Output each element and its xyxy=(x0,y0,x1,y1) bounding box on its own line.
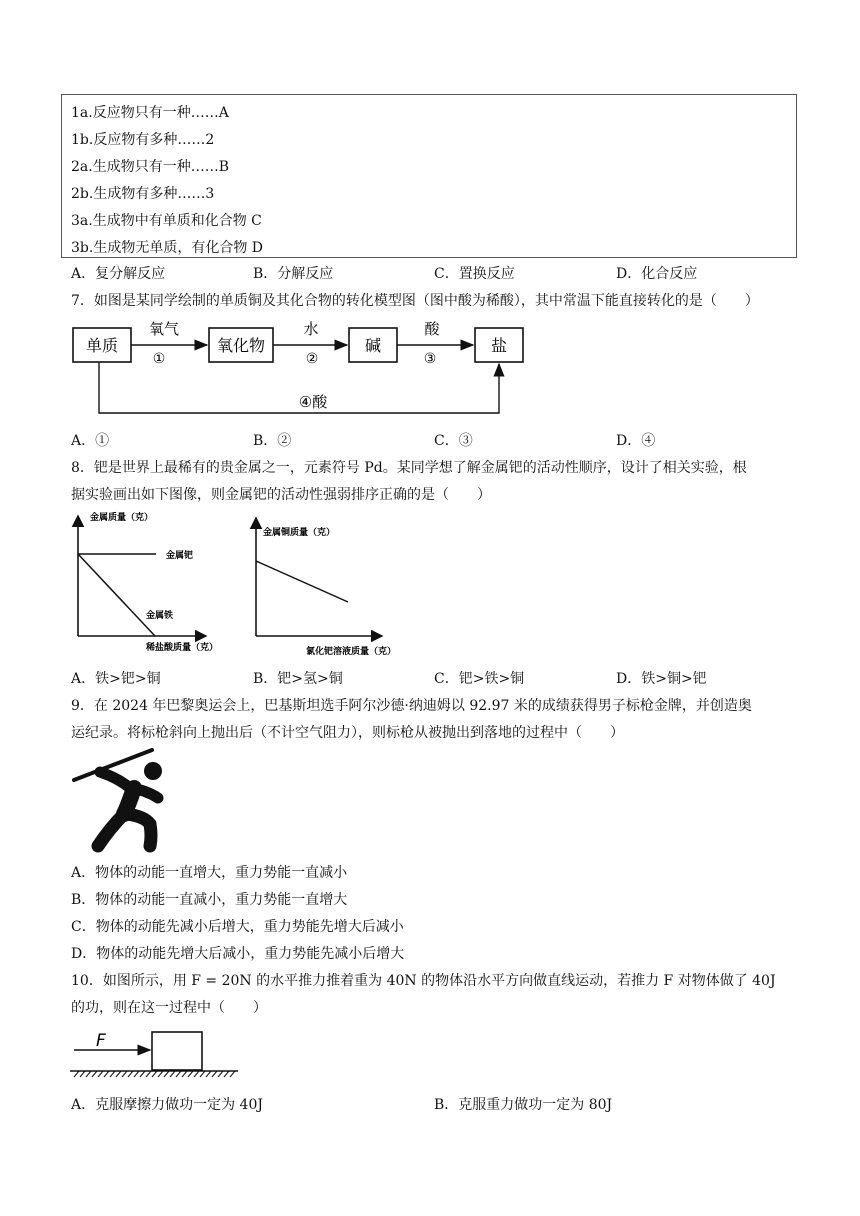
q7-option-d: D．④ xyxy=(616,433,656,449)
q7-conversion-diagram xyxy=(60,312,540,422)
key-line-1b: 1b.反应物有多种……2 xyxy=(71,132,215,148)
key-line-3b: 3b.生成物无单质，有化合物 D xyxy=(71,240,263,256)
q9-option-d: D．物体的动能先增大后减小，重力势能先减小后增大 xyxy=(71,946,405,962)
q10-option-b: B．克服重力做功一定为 80J xyxy=(434,1097,613,1113)
graph-1-pd-label: 金属钯 xyxy=(166,551,194,561)
key-line-2b: 2b.生成物有多种……3 xyxy=(71,186,215,202)
q6-option-d: D．化合反应 xyxy=(616,266,698,282)
arrow-2-number: ② xyxy=(305,351,319,367)
block xyxy=(152,1032,202,1070)
q6-option-c: C．置换反应 xyxy=(434,266,515,282)
arrow-3-reagent: 酸 xyxy=(424,320,440,338)
q7-option-c: C．③ xyxy=(434,433,473,449)
q9-option-c: C．物体的动能先减小后增大，重力势能先增大后减小 xyxy=(71,919,404,935)
q9-option-a: A．物体的动能一直增大，重力势能一直减小 xyxy=(71,865,348,881)
q10-stem-line-2: 的功，则在这一过程中（ ） xyxy=(71,1000,267,1016)
graph-1 xyxy=(78,511,218,653)
arrow-4-label: ④酸 xyxy=(298,393,328,411)
q7-option-a: A．① xyxy=(71,433,110,449)
q7-stem: 7．如图是某同学绘制的单质铜及其化合物的转化模型图（图中酸为稀酸），其中常温下能直接转化的是（ ） xyxy=(71,293,759,309)
graph-1-y-label: 金属质量（克） xyxy=(90,513,154,523)
graph-2-y-label: 金属铜质量（克） xyxy=(263,528,336,538)
q8-stem-line-1: 8．钯是世界上最稀有的贵金属之一，元素符号 Pd。某同学想了解金属钯的活动性顺序，设计了相关实验，根 xyxy=(71,460,747,476)
q9-option-b: B．物体的动能一直减小，重力势能一直增大 xyxy=(71,892,348,908)
q10-push-block-figure xyxy=(70,1024,240,1080)
arrow-2-reagent: 水 xyxy=(303,320,319,338)
q6-option-a: A．复分解反应 xyxy=(71,266,166,282)
q8-option-d: D．铁>铜>钯 xyxy=(616,671,707,687)
athlete-head xyxy=(144,762,162,780)
graph-1-fe-line xyxy=(78,554,155,636)
graph-2 xyxy=(256,518,396,657)
q8-option-a: A．铁>钯>铜 xyxy=(71,671,161,687)
key-line-3a: 3a.生成物中有单质和化合物 C xyxy=(71,213,262,229)
arrow-3-number: ③ xyxy=(423,351,437,367)
graph-2-cu-line xyxy=(256,561,348,602)
q10-stem-line-1: 10．如图所示，用 F = 20N 的水平推力推着重为 40N 的物体沿水平方向做直线运动，若推力 F 对物体做了 40J xyxy=(71,973,776,989)
athlete-leg-front xyxy=(126,814,151,846)
graph-2-x-label: 氯化钯溶液质量（克） xyxy=(306,647,397,657)
javelin-thrower-figure xyxy=(70,748,180,854)
q8-option-c: C．钯>铁>铜 xyxy=(434,671,525,687)
box-salt-label: 盐 xyxy=(490,336,508,355)
athlete-leg-back xyxy=(98,814,124,846)
graph-1-x-label: 稀盐酸质量（克） xyxy=(146,643,219,653)
q10-option-a: A．克服摩擦力做功一定为 40J xyxy=(71,1097,263,1113)
box-oxide-label: 氧化物 xyxy=(216,336,266,355)
graph-1-fe-label: 金属铁 xyxy=(146,611,174,621)
arrow-1-reagent: 氧气 xyxy=(148,320,180,338)
q8-stem-line-2: 据实验画出如下图像，则金属钯的活动性强弱排序正确的是（ ） xyxy=(71,487,491,503)
q9-stem-line-2: 运纪录。将标枪斜向上抛出后（不计空气阻力），则标枪从被抛出到落地的过程中（ ） xyxy=(71,725,624,741)
box-base-label: 碱 xyxy=(364,336,382,355)
force-label: F xyxy=(96,1031,106,1051)
classification-key-box xyxy=(61,94,797,258)
box-element-label: 单质 xyxy=(85,336,119,355)
q9-stem-line-1: 9．在 2024 年巴黎奥运会上，巴基斯坦选手阿尔沙德·纳迪姆以 92.97 米的成绩获得男子标枪金牌，并创造奥 xyxy=(71,698,752,714)
ground-hatching xyxy=(74,1071,235,1077)
q8-option-b: B．钯>氢>铜 xyxy=(253,671,343,687)
key-line-2a: 2a.生成物只有一种……B xyxy=(71,159,229,175)
q6-option-b: B．分解反应 xyxy=(253,266,334,282)
arrow-1-number: ① xyxy=(152,351,166,367)
q7-option-b: B．② xyxy=(253,433,292,449)
q8-graphs xyxy=(70,508,410,660)
key-line-1a: 1a.反应物只有一种……A xyxy=(71,105,229,121)
